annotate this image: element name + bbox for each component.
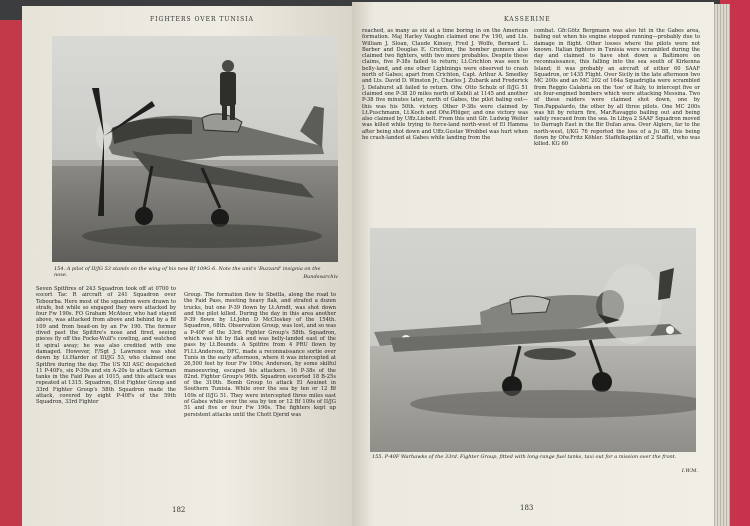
right-page-number: 183 xyxy=(520,504,534,512)
left-col1-paragraph: Seven Spitfires of 243 Squadron took off at 0700 to escort Tac R aircraft of 241 Squadron over Tebourba. Here most of the squadron were drawn to strafe, but while so engaged they were attacked by four Fw 190s. FO Graham McAteer, who had stayed above, was attacked from above and behind by a Bf 109 and from head-on by an Fw 190. The former dived past the Spitfire's nose and fired, seeing pieces fly off the Focke-Wulf's cowling, and watched it spiral away; he was also credited with one damaged. However, F/Sgt J. Lawrence was shot down by Lt.Harder of III/JG 53, who claimed one Spitfire during the day. The US XII ASC despatched 11 P-40Fs, six P-39s and six A-20s to attack German tanks in the Faid Pass at 1015, and this attack was repeated at 1315. Squadron, 81st Fighter Group and 33rd Fighter Group's 58th Squadron made the attack, covered by eight P-40Fs of the 59th Squadron, 33rd Fighter xyxy=(36,286,176,406)
left-running-head: FIGHTERS OVER TUNISIA xyxy=(150,16,254,23)
right-text-column-2 xyxy=(534,28,700,222)
photo-caption-154: 154. A pilot of II/JG 53 stands on the wing of his new Bf 109G-6. Note the unit's 'Buzzard' insignia on the nose. xyxy=(54,266,321,278)
right-text-column-1 xyxy=(362,28,528,222)
left-text-column-1 xyxy=(36,286,176,508)
right-col1-paragraph: reached, as many as six at a time boring in on the American formation. Maj Harley Vaughn claimed one Fw 190, and Lts. William J. Sloan, Claude Kinsey, Fred J. Wolfe, Bernard L. Barber and Douglas E. Crichton, the bomber gunners also claimed two fighters, with two more probables. Despite these claims, five P-38s failed to return; Lt.Crichton was seen to belly-land, and one other Lightnings were observed to crash north of Gabes; apart from Crichton, Capt. Arthur A. Smedley and Lts. David D. Winston Jr., Charles J. Zubarik and Frederick J. Delahurst all failed to return. Ofw. Otto Schulz of II/JG 51 claimed one P-38 20 miles north of Kebili at 1145 and another P-38 five minutes later, north of Gabes, the pilot baling out—this was his 50th. victory. Other P-38s were claimed by Lt.Puschmann, Lt.Koch and Ofw.Pflüger, and one victory was also claimed by Uffz.Liebelt. From this unit Gfr. Ludwig Weiler was killed while trying to force-land north-west of El Hamma after being shot down and Uffz.Gustav Wrobbel was hurt when he crash-landed at Gabes while landing from the xyxy=(362,28,528,142)
photo-messerschmitt-pilot xyxy=(52,36,338,262)
right-page xyxy=(352,2,714,526)
left-col2-paragraph: Group. The formation flew to Sbeitla, along the road to the Faid Pass, meeting heavy flak, and strafed a dozen trucks, but one P-39 flown by Lt.Arndt, was shot down and the pilot killed. During the day in this area another P-39 flown by Lt.John D McCloskey of the 154th. Squadron, 68th. Observation Group, was lost, and so was a P-40F of the 33rd. Fighter Group's 58th. Squadron, which was hit by flak and was belly-landed east of the pass by Lt.Bounds. A Spitfire from 4 PRU flown by Fl.Lt.Anderson, DFC, made a reconnaissance sortie over Tunis in the early afternoon, where it was intercepted at 26,500 feet by four Fw 190s; Anderson, by some skilful manoeuvring, escaped his attackers. 16 P-38s of the 82nd. Fighter Group's 96th. Squadron escorted 18 B-25s of the 310th. Bomb Group to attack El Aouinet in Southern Tunisia. While over the sea by ten or 12 Bf 109s of II/JG 51. They were intercepted three miles east of Gabes while over the sea by ten or 12 Bf 109s of II/JG 51 and five or four Fw 190s. The fighters kept up persistent attacks until the Chott Djerid was xyxy=(184,292,336,418)
photo-caption-155: 155. P-40F Warhawks of the 33rd. Fighter Group, fitted with long-range fuel tanks, taxi out for a mission over the front. xyxy=(372,454,677,460)
page-stack-edge xyxy=(712,4,730,526)
photo-credit-154: Bundesarchiv xyxy=(303,274,338,280)
right-col2-paragraph: combat. Gfr.Götz Bergmann was also hit in the Gabes area, baling out when his engine stopped running—probably due to damage in flight. Other losses where the pilots were not known. Italian fighters in Tunisia were scrambled during the day and claimed to have shot down a Baltimore on reconnaissance, this falling into the sea south of Kirkenna Island; it was probably an aircraft of either 60 SAAF Squadron, or 1435 Flight. Over Sicily in the late afternoon two MC 200s and an MC 202 of 164a Squadriglia were scrambled from Reggio Calabria on the 'toe' of Italy, to intercept five or six four-engined bombers which were attacking Messina. Two of these raiders were claimed shot down, one by Ten.Pappalardo, the other by all three pilots. One MC 200s was hit by return fire, Mar.Ravaggio bailing out and being safely rescued from the sea. In Libya 2 SAAF Squadron moved to Darragh East in the Bir Dufan area. Over Algiers, far to the north-west, I/KG 76 reported the loss of a Ju 88, this being flown by Ofw.Fritz Köhler. Staffelkapitän of 2 Staffel, who was killed. KG 60 xyxy=(534,28,700,148)
photo-credit-155: I.W.M. xyxy=(681,468,698,474)
left-page-number: 182 xyxy=(172,506,186,514)
photo-p40-warhawks xyxy=(370,228,696,452)
right-running-head: KASSERINE xyxy=(504,16,551,23)
left-page xyxy=(22,6,354,526)
left-text-column-2 xyxy=(184,292,336,508)
